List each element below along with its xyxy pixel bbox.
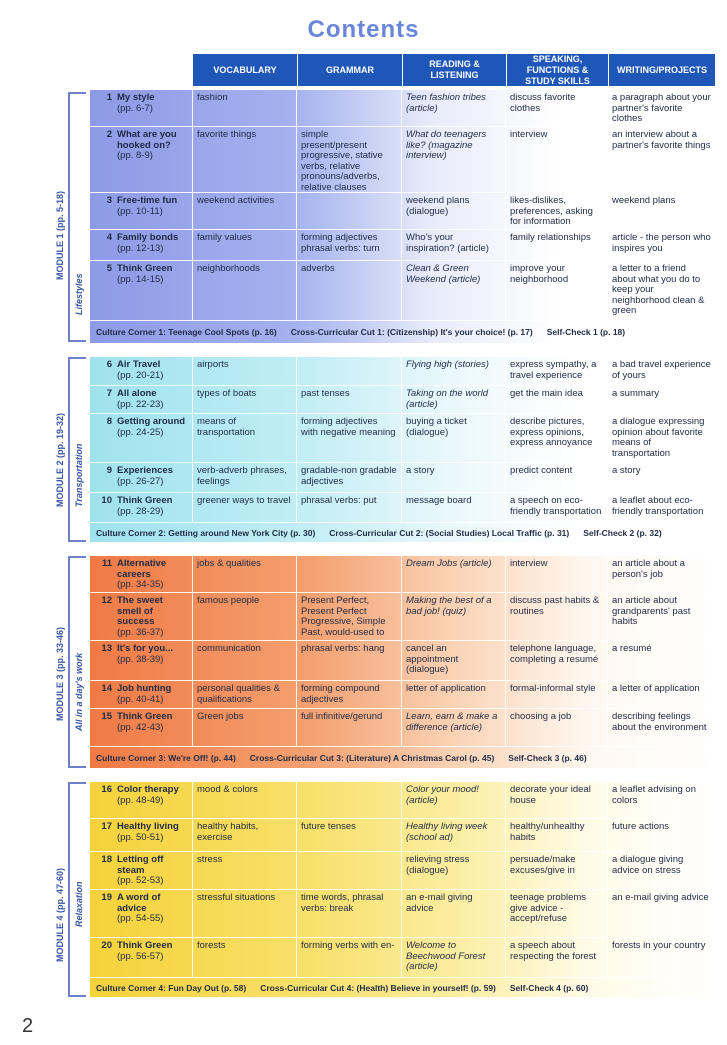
module-footer [90,747,715,768]
grammar-cell: time words, phrasal verbs: break [297,890,402,937]
speaking-cell: get the main idea [506,386,608,413]
writing-cell: a dialogue giving advice on stress [612,854,684,876]
unit-number: 15 [101,711,112,722]
unit-number: 10 [101,495,112,506]
writing-cell: article - the person who inspires you [612,232,711,254]
vocabulary-cell: family values [193,230,297,260]
table-row [90,782,715,819]
vocabulary-cell: airports [193,357,297,385]
speaking-cell: describe pictures, express opinions, express annoyance [506,414,608,462]
unit-title: Think Green [117,263,173,274]
table-row [90,641,715,681]
vocabulary-cell: communication [193,641,297,680]
table-row [90,593,715,641]
reading-cell: cancel an appointment (dialogue) [402,641,506,680]
reading-cell: Teen fashion tribes (article) [402,90,506,126]
table-row [90,127,715,193]
reading-cell: Who's your inspiration? (article) [402,230,506,260]
cross-curricular-cut: Cross-Curricular Cut 3: (Literature) A Christmas Carol (p. 45) [249,752,495,763]
speaking-cell: interview [506,127,608,192]
unit-number: 18 [101,854,112,865]
table-row [90,230,715,261]
self-check: Self-Check 4 (p. 60) [509,982,589,993]
self-check: Self-Check 2 (p. 32) [583,527,662,538]
table-row [90,193,715,230]
unit-number: 13 [101,643,112,654]
culture-corner: Culture Corner 1: Teenage Cool Spots (p. 16) [96,327,277,337]
header-speaking: SPEAKING, FUNCTIONS & STUDY SKILLS [507,54,608,86]
module-footer [90,523,715,542]
table-row [90,261,715,321]
grammar-cell: adverbs [297,261,402,320]
writing-cell: a letter to a friend about what you do to keep your neighborhood clean & green [612,263,705,316]
module-1 [0,90,727,345]
writing-cell: a summary [612,388,659,399]
reading-cell: weekend plans (dialogue) [402,193,506,229]
unit-number: 3 [106,195,112,206]
vocabulary-cell: forests [193,938,297,977]
unit-title: All alone [117,388,157,399]
unit-number: 8 [106,416,112,427]
speaking-cell: discuss past habits & routines [506,593,608,640]
speaking-cell: predict content [506,463,608,492]
cross-curricular-cut: Cross-Curricular Cut 4: (Health) Believe in yourself! (p. 59) [260,982,496,993]
unit-pages: (pp. 14-15) [117,273,164,285]
unit-title: What are you hooked on? [117,129,177,151]
unit-title: Family bonds [117,232,179,243]
speaking-cell: a speech about respecting the forest [506,938,608,977]
speaking-cell: improve your neighborhood [506,261,608,320]
unit-pages: (pp. 54-55) [117,913,164,924]
grammar-cell: gradable-non gradable adjectives [297,463,402,492]
unit-pages: (pp. 26-27) [117,475,164,487]
writing-cell: a dialogue expressing opinion about favorite means of transportation [612,416,705,459]
unit-number: 7 [106,388,112,399]
header-reading-listening: READING & LISTENING [403,54,506,86]
writing-cell: weekend plans [612,195,676,206]
speaking-cell: telephone language, completing a resumé [506,641,608,680]
table-row [90,938,715,978]
writing-cell: an e-mail giving advice [612,892,709,903]
unit-title: A word of advice [117,892,161,914]
unit-title: Getting around [117,416,186,427]
reading-cell: Healthy living week (school ad) [402,819,506,851]
writing-cell: future actions [612,821,670,832]
reading-cell: Flying high (stories) [402,357,506,385]
table-row [90,386,715,414]
module-3 [0,556,727,770]
writing-cell: a story [612,465,641,476]
vocabulary-cell: healthy habits, exercise [193,819,297,851]
grammar-cell [297,556,402,592]
header-writing: WRITING/PROJECTS [609,54,715,86]
module-theme: All in a day's work [74,652,84,731]
module-theme: Lifestyles [74,273,84,315]
self-check: Self-Check 3 (p. 46) [508,752,587,763]
unit-title: Letting off steam [117,854,164,876]
unit-number: 1 [106,92,112,103]
writing-cell: an interview about a partner's favorite things [612,129,711,151]
culture-corner: Culture Corner 4: Fun Day Out (p. 58) [96,982,247,993]
page-title: Contents [307,16,420,43]
table-row [90,852,715,890]
reading-cell: Learn, earn & make a difference (article) [402,709,506,746]
table-row [90,709,715,747]
unit-pages: (pp. 50-51) [117,831,164,843]
speaking-cell: formal-informal style [506,681,608,708]
unit-pages: (pp. 28-29) [117,505,164,517]
speaking-cell: choosing a job [506,709,608,746]
table-row [90,890,715,938]
unit-pages: (pp. 10-11) [117,205,163,217]
unit-title: Air Travel [117,359,161,370]
writing-cell: an article about a person's job [612,558,685,580]
module-label: MODULE 3 (pp. 33-46) [55,626,65,721]
unit-pages: (pp. 12-13) [117,242,164,254]
vocabulary-cell: stress [193,852,297,889]
unit-pages: (pp. 38-39) [117,653,164,665]
unit-pages: (pp. 48-49) [117,794,164,806]
vocabulary-cell: fashion [193,90,297,126]
speaking-cell: decorate your ideal house [506,782,608,818]
writing-cell: a paragraph about your partner's favorite clothes [612,92,711,124]
vocabulary-cell: types of boats [193,386,297,413]
writing-cell: a leaflet about eco-friendly transportation [612,495,704,517]
speaking-cell: healthy/unhealthy habits [506,819,608,851]
vocabulary-cell: jobs & qualities [193,556,297,592]
reading-cell: letter of application [402,681,506,708]
reading-cell: Making the best of a bad job! (quiz) [402,593,506,640]
module-2 [0,357,727,544]
unit-number: 20 [101,940,112,951]
grammar-cell [297,357,402,385]
cross-curricular-cut: Cross-Curricular Cut 1: (Citizenship) It's your choice! (p. 17) [290,327,533,337]
module-footer [90,321,715,343]
header-vocabulary: VOCABULARY [193,54,297,86]
unit-number: 14 [101,683,112,694]
unit-number: 6 [106,359,112,370]
unit-title: Think Green [117,495,173,506]
unit-title: The sweet smell of success [117,595,163,627]
unit-number: 9 [106,465,112,476]
module-label: MODULE 1 (pp. 5-18) [55,190,65,280]
unit-pages: (pp. 20-21) [117,369,164,381]
grammar-cell [297,852,402,889]
header-grammar: GRAMMAR [298,54,402,86]
vocabulary-cell: stressful situations [193,890,297,937]
reading-cell: an e-mail giving advice [402,890,506,937]
unit-title: Healthy living [117,821,179,832]
unit-title: Color therapy [117,784,179,795]
page-number: 2 [22,1015,34,1037]
speaking-cell: likes-dislikes, preferences, asking for information [506,193,608,229]
grammar-cell: forming verbs with en- [297,938,402,977]
unit-title: Think Green [117,711,173,722]
table-row [90,90,715,127]
grammar-cell [297,90,402,126]
unit-number: 19 [101,892,112,903]
vocabulary-cell: means of transportation [193,414,297,462]
vocabulary-cell: favorite things [193,127,297,192]
speaking-cell: express sympathy, a travel experience [506,357,608,385]
unit-title: My style [117,92,155,103]
speaking-cell: discuss favorite clothes [506,90,608,126]
vocabulary-cell: greener ways to travel [193,493,297,522]
speaking-cell: family relationships [506,230,608,260]
vocabulary-cell: neighborhoods [193,261,297,320]
reading-cell: Taking on the world (article) [402,386,506,413]
grammar-cell: simple present/present progressive, stative verbs, relative pronouns/adverbs, relative clauses [297,127,402,192]
speaking-cell: teenage problems give advice - accept/refuse [506,890,608,937]
unit-pages: (pp. 22-23) [117,398,164,410]
vocabulary-cell: weekend activities [193,193,297,229]
unit-title: Job hunting [117,683,172,694]
reading-cell: Clean & Green Weekend (article) [402,261,506,320]
writing-cell: an article about grandparents' past habits [612,595,691,627]
reading-cell: What do teenagers like? (magazine interview) [402,127,506,192]
writing-cell: a resumé [612,643,652,654]
writing-cell: forests in your country [612,940,706,951]
unit-pages: (pp. 40-41) [117,693,164,705]
reading-cell: message board [402,493,506,522]
unit-pages: (pp. 24-25) [117,426,164,438]
vocabulary-cell: verb-adverb phrases, feelings [193,463,297,492]
reading-cell: buying a ticket (dialogue) [402,414,506,462]
grammar-cell: forming adjectives phrasal verbs: turn [297,230,402,260]
unit-pages: (pp. 56-57) [117,950,164,962]
unit-title: Experiences [117,465,173,476]
table-row [90,463,715,493]
module-footer [90,978,715,997]
writing-cell: a letter of application [612,683,700,694]
reading-cell: a story [402,463,506,492]
reading-cell: relieving stress (dialogue) [402,852,506,889]
table-row [90,357,715,386]
unit-number: 2 [106,129,112,140]
unit-number: 17 [101,821,112,832]
unit-number: 5 [106,263,112,274]
module-theme: Relaxation [74,881,84,927]
unit-number: 11 [101,558,112,569]
grammar-cell: full infinitive/gerund [297,709,402,746]
speaking-cell: persuade/make excuses/give in [506,852,608,889]
vocabulary-cell: famous people [193,593,297,640]
unit-number: 16 [101,784,112,795]
module-label: MODULE 4 (pp. 47-60) [55,867,65,962]
speaking-cell: a speech on eco-friendly transportation [506,493,608,522]
unit-pages: (pp. 8-9) [117,150,153,161]
unit-pages: (pp. 6-7) [117,102,153,114]
culture-corner: Culture Corner 2: Getting around New York City (p. 30) [96,527,316,538]
grammar-cell: phrasal verbs: hang [297,641,402,680]
culture-corner: Culture Corner 3: We're Off! (p. 44) [96,752,236,763]
reading-cell: Color your mood! (article) [402,782,506,818]
grammar-cell: forming adjectives with negative meaning [297,414,402,462]
vocabulary-cell: personal qualities & qualifications [193,681,297,708]
grammar-cell: past tenses [297,386,402,413]
speaking-cell: interview [506,556,608,592]
unit-number: 4 [106,232,112,243]
vocabulary-cell: Green jobs [193,709,297,746]
cross-curricular-cut: Cross-Curricular Cut 2: (Social Studies) Local Traffic (p. 31) [329,527,570,538]
grammar-cell [297,193,402,229]
grammar-cell [297,782,402,818]
reading-cell: Dream Jobs (article) [402,556,506,592]
unit-pages: (pp. 34-35) [117,579,164,590]
table-row [90,681,715,709]
table-row [90,819,715,852]
unit-title: Free-time fun [117,195,178,206]
table-row [90,493,715,523]
module-4 [0,782,727,999]
grammar-cell: future tenses [297,819,402,851]
self-check: Self-Check 1 (p. 18) [546,327,626,337]
writing-cell: a bad travel experience of yours [612,359,711,381]
grammar-cell: forming compound adjectives [297,681,402,708]
unit-title: Think Green [117,940,173,951]
writing-cell: a leaflet advising on colors [612,784,696,806]
reading-cell: Welcome to Beechwood Forest (article) [402,938,506,977]
unit-pages: (pp. 52-53) [117,875,164,886]
grammar-cell: Present Perfect, Present Perfect Progressive, Simple Past, would-used to [297,593,402,640]
module-theme: Transportation [74,443,84,507]
unit-pages: (pp. 42-43) [117,721,164,733]
vocabulary-cell: mood & colors [193,782,297,818]
module-label: MODULE 2 (pp. 19-32) [55,412,65,507]
unit-number: 12 [101,595,112,606]
table-row [90,556,715,593]
unit-pages: (pp. 36-37) [117,626,164,638]
writing-cell: describing feelings about the environment [612,711,707,733]
table-row [90,414,715,463]
unit-title: It's for you... [117,643,174,654]
grammar-cell: phrasal verbs: put [297,493,402,522]
unit-title: Alternative careers [117,558,167,580]
